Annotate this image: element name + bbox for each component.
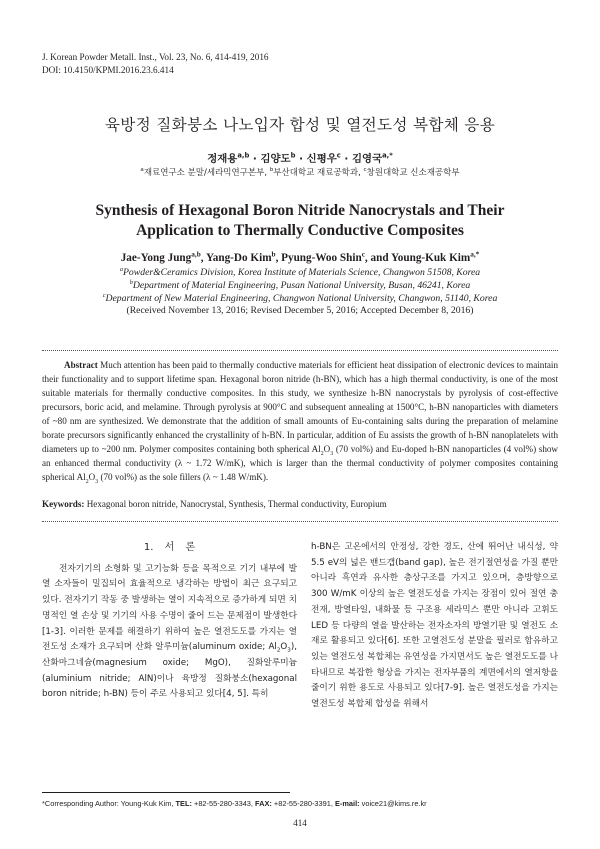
author-sup: a,b xyxy=(237,151,250,160)
korean-authors xyxy=(0,150,600,165)
abstract-text: O xyxy=(323,444,331,454)
tel-label: TEL: xyxy=(175,799,192,808)
subscript: 2 xyxy=(85,478,89,485)
affil-text: 창원대학교 신소재공학부 xyxy=(366,168,460,178)
dotted-divider xyxy=(42,521,558,522)
subscript: 3 xyxy=(330,450,334,457)
affil-text: 재료연구소 분말/세라믹연구본부, xyxy=(143,168,270,178)
footnote-label: *Corresponding Author: Young-Kuk Kim, xyxy=(42,799,176,808)
section-heading: 1. 서 론 xyxy=(143,542,196,553)
email-label: E-mail: xyxy=(334,799,360,808)
dotted-divider xyxy=(42,350,558,351)
subscript: 2 xyxy=(320,450,324,457)
affil-text: Department of Material Engineering, Pusan National University, Busan, 46241, Korea xyxy=(132,280,471,291)
affil-text: Powder&Ceramics Division, Korea Institute of Materials Science, Changwon 51508, Korea xyxy=(123,267,481,278)
email-value: voice21@kims.re.kr xyxy=(359,799,427,808)
affiliation-line xyxy=(0,266,600,279)
keywords-text: Hexagonal boron nitride, Nanocrystal, Synthesis, Thermal conductivity, Europium xyxy=(84,499,387,509)
author-name: Yang-Do Kim xyxy=(205,252,272,264)
author-name: Pyung-Woo Shin xyxy=(281,252,362,264)
korean-affiliations xyxy=(0,166,600,178)
affiliation-line xyxy=(0,279,600,292)
author-sup: b xyxy=(271,250,276,259)
body-paragraph: h-BN은 고온에서의 안정성, 강한 경도, 산에 뛰어난 내식성, 약 5.5 eV의 넓은 밴드갭(band gap), 높은 전기절연성을 가질 뿐만 아니라 흑연과 유사한 층상구조를 가지고 있으며, 층방향으로 300 W/mK 이상의 높은 열전도성을 가지는 장점이 있어 절연 충전재, 방열타일, 내화물 등 구조용 세라믹스 뿐만 아니라 고휘도 LED 등 다량의 열을 발산하는 전자소자의 방열기판 및 열전도 소재로 활용되고 있다[6]. 또한 고열전도성 분말을 필러로 함유하고 있는 열전도성 복합체는 유연성을 가지면서도 높은 열전도도를 나타내므로 복잡한 형상을 가지는 전자부품의 계면에서의 열저항을 줄이기 위한 용도로 사용되고 있다[7-9]. 높은 열전도성을 가지는 열전도성 복합체 합성을 위해서 xyxy=(311,542,558,710)
subscript: 3 xyxy=(95,478,99,485)
affil-text: Department of New Material Engineering, Changwon National University, Changwon, 51140, Korea xyxy=(105,293,498,304)
fax-label: FAX: xyxy=(255,799,272,808)
author-name: 김영국 xyxy=(352,153,383,165)
author-name: Young-Kuk Kim xyxy=(390,252,471,264)
english-title-line: Application to Thermally Conductive Composites xyxy=(136,222,464,239)
affil-sup: c xyxy=(363,167,367,174)
english-affiliations xyxy=(0,266,600,305)
author-separator: , xyxy=(200,252,206,264)
author-sup: a,* xyxy=(382,151,393,160)
author-sup: c xyxy=(336,151,341,160)
korean-title: 육방정 질화붕소 나노입자 합성 및 열전도성 복합체 응용 xyxy=(104,116,496,134)
body-right-column xyxy=(311,540,558,713)
author-separator: · xyxy=(299,153,304,165)
abstract-text: (70 vol%) as the sole fillers (λ ~ 1.48 W/mK). xyxy=(98,472,269,482)
abstract-text: Much attention has been paid to thermally conductive materials for efficient heat dissipation of electronic devices to maintain their functionality and to support lifetime span. Hexagonal boron nitride (h-BN), which has a high thermal conductivity, is one of the most suitable materials for thermally conductive composites. In this study, we synthesize h-BN nanocrystals by pyrolysis of cost-effective precursors, boric acid, and melamine. Through pyrolysis at 900°C and subsequent annealing at 1500°C, h-BN nanoparticles with diameters of ~80 nm are synthesized. We demonstrate that the addition of small amounts of Eu-containing salts during the preparation of melamine borate precursors significantly enhanced the crystallinity of h-BN. In particular, addition of Eu assists the growth of h-BN nanoplatelets with diameters up to ~200 nm. Polymer composites containing both spherical Al xyxy=(42,360,558,454)
author-separator: · xyxy=(344,153,349,165)
abstract-label: Abstract xyxy=(64,360,98,370)
body-text: O xyxy=(280,642,288,653)
author-separator: , and xyxy=(364,252,391,264)
body-left-column xyxy=(42,540,297,703)
author-sup: a,b xyxy=(191,250,201,259)
journal-citation xyxy=(42,51,269,76)
english-title-line: Synthesis of Hexagonal Boron Nitride Nanocrystals and Their xyxy=(95,202,505,219)
author-sup: a,* xyxy=(470,250,480,259)
author-sup: c xyxy=(361,250,365,259)
author-name: 정재용 xyxy=(207,153,238,165)
subscript: 3 xyxy=(287,647,291,654)
author-separator: , xyxy=(275,252,282,264)
english-authors xyxy=(0,252,600,264)
author-name: Jae-Yong Jung xyxy=(120,252,192,264)
footnote-rule xyxy=(42,792,290,793)
affil-sup: a xyxy=(140,167,144,174)
corresponding-author-footnote xyxy=(42,799,562,808)
affiliation-line xyxy=(0,292,600,305)
body-text: ), 산화마그네슘(magnesium oxide; MgO), 질화알루미늄(aluminium nitride; AlN)이나 육방정 질화붕소(hexagonal boron nitride; h-BN) 등이 주로 사용되고 있다[4, 5]. 특히 xyxy=(42,642,297,700)
author-separator: · xyxy=(252,153,257,165)
subscript: 2 xyxy=(276,647,281,654)
tel-value: +82-55-280-3343, xyxy=(191,799,256,808)
body-paragraph xyxy=(42,562,297,703)
affil-sup: b xyxy=(269,167,274,174)
keywords xyxy=(42,499,558,509)
abstract-text: (70 vol%) and Eu-doped h-BN nanoparticles (4 vol%) show an enhanced thermal conductivity (λ ~ 1.72 W/mK), which is larger than the thermal conductivity of polymer composites containing spherical Al xyxy=(42,444,558,482)
body-text: 전자기기의 소형화 및 고기능화 등을 목적으로 기기 내부에 발열 소자들이 밀집되어 효율적으로 냉각하는 방법이 최근 요구되고 있다. 전자기기 작동 중 발생하는 열이 지속적으로 증가하게 되면 치명적인 열 손상 및 기기의 사용 수명이 줄어 드는 문제점이 발생한다[1-3]. 이러한 문제를 해결하기 위하여 높은 열전도도를 가지는 열전도성 소재가 요구되며 산화 알루미늄(aluminum oxide; Al xyxy=(42,563,297,653)
received-dates: (Received November 13, 2016; Revised December 5, 2016; Accepted December 8, 2016) xyxy=(126,305,474,316)
affil-sup: b xyxy=(129,278,133,286)
doi-line: DOI: 10.4150/KPMI.2016.23.6.414 xyxy=(42,64,174,75)
journal-line: J. Korean Powder Metall. Inst., Vol. 23, No. 6, 414-419, 2016 xyxy=(42,52,269,62)
abstract-text: O xyxy=(88,472,96,482)
author-sup: b xyxy=(290,151,296,160)
author-name: 김양도 xyxy=(260,153,291,165)
author-name: 신평우 xyxy=(306,153,337,165)
fax-value: +82-55-280-3391, xyxy=(271,799,335,808)
affil-text: 부산대학교 재료공학과, xyxy=(273,168,364,178)
affil-sup: a xyxy=(119,265,123,273)
affil-sup: c xyxy=(102,291,106,299)
english-title xyxy=(0,201,600,241)
abstract xyxy=(42,358,558,484)
page-number: 414 xyxy=(293,818,307,828)
keywords-label: Keywords: xyxy=(42,499,85,509)
